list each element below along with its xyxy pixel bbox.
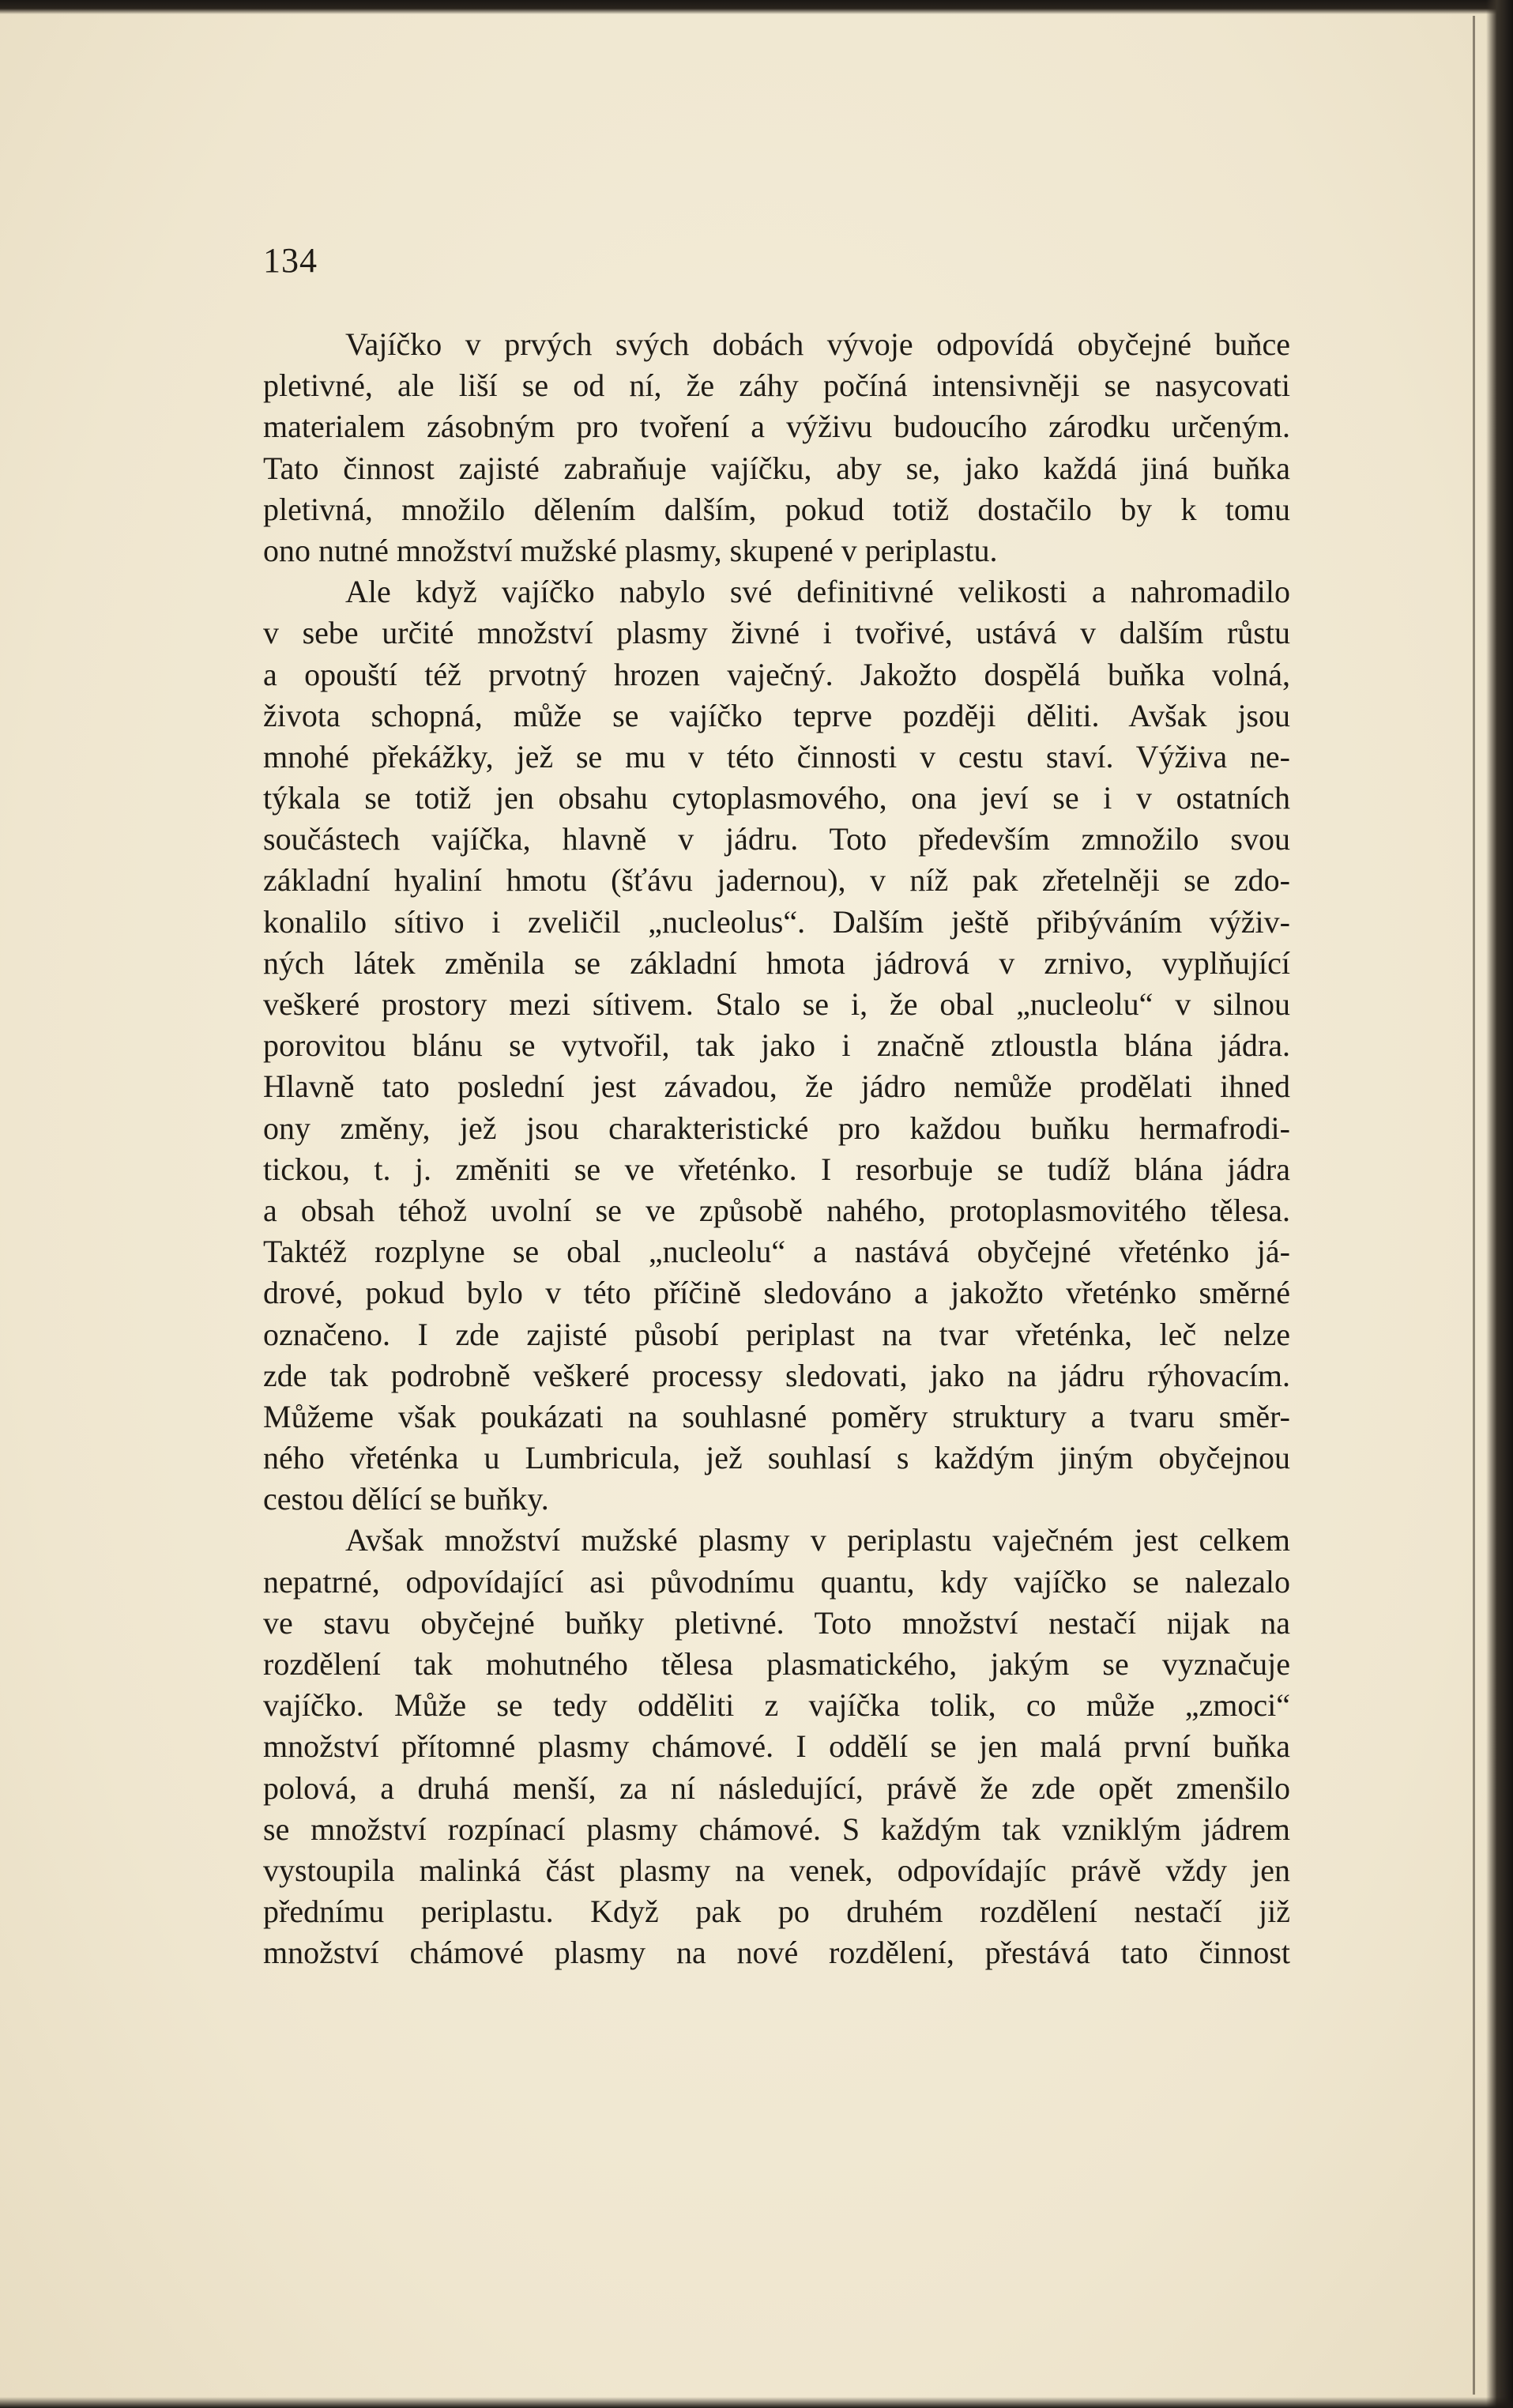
text-line: se množství rozpínací plasmy chámové. S každým tak vzniklým jádrem <box>263 1811 1290 1847</box>
paragraph-3 <box>263 1520 1290 1973</box>
scan-binding-line <box>1473 16 1475 2395</box>
text-line: součástech vajíčka, hlavně v jádru. Toto především zmnožilo svou <box>263 821 1290 857</box>
text-line: tickou, t. j. změniti se ve vřeténko. I resorbuje se tudíž blána jádra <box>263 1151 1290 1187</box>
text-line: rozdělení tak mohutného tělesa plasmatického, jakým se vyznačuje <box>263 1646 1290 1682</box>
text-line: přednímu periplastu. Když pak po druhém rozdělení nestačí již <box>263 1894 1290 1930</box>
text-line: Ale když vajíčko nabylo své definitivné velikosti a nahromadilo <box>345 574 1290 610</box>
text-line: konalilo sítivo i zveličil „nucleolus“. Dalším ještě přibýváním výživ- <box>263 903 1290 940</box>
text-line: množství chámové plasmy na nové rozdělení, přestává tato činnost <box>263 1935 1290 1971</box>
scan-top-edge <box>0 0 1513 14</box>
paragraph-1 <box>263 324 1290 571</box>
text-line: Vajíčko v prvých svých dobách vývoje odpovídá obyčejné buňce <box>345 326 1290 362</box>
text-line: života schopná, může se vajíčko teprve později děliti. Avšak jsou <box>263 697 1290 733</box>
text-line: Avšak množství mužské plasmy v periplastu vaječném jest celkem <box>345 1522 1290 1558</box>
text-line: ných látek změnila se základní hmota jádrová v zrnivo, vyplňující <box>263 944 1290 981</box>
text-line: drové, pokud bylo v této příčině sledováno a jakožto vřeténko směrné <box>263 1275 1290 1311</box>
text-line: ve stavu obyčejné buňky pletivné. Toto množství nestačí nijak na <box>263 1604 1290 1641</box>
paragraph-2 <box>263 571 1290 1520</box>
text-line: veškeré prostory mezi sítivem. Stalo se i, že obal „nucleolu“ v silnou <box>263 986 1290 1022</box>
text-line: Tato činnost zajisté zabraňuje vajíčku, aby se, jako každá jiná buňka <box>263 450 1290 486</box>
text-line: zde tak podrobně veškeré processy sledovati, jako na jádru rýhovacím. <box>263 1357 1290 1393</box>
text-line: mnohé překážky, jež se mu v této činnosti v cestu staví. Výživa ne- <box>263 738 1290 774</box>
text-line: Hlavně tato poslední jest závadou, že jádro nemůže prodělati ihned <box>263 1068 1290 1105</box>
text-line: a obsah téhož uvolní se ve způsobě nahého, protoplasmovitého tělesa. <box>263 1192 1290 1228</box>
text-line: vajíčko. Může se tedy odděliti z vajíčka tolik, co může „zmoci“ <box>263 1687 1290 1724</box>
text-line: nepatrné, odpovídající asi původnímu quantu, kdy vajíčko se nalezalo <box>263 1563 1290 1600</box>
text-line: ony změny, jež jsou charakteristické pro každou buňku hermafrodi- <box>263 1110 1290 1146</box>
text-line: vystoupila malinká část plasmy na venek, odpovídajíc právě vždy jen <box>263 1852 1290 1888</box>
text-line: označeno. I zde zajisté působí periplast na tvar vřeténka, leč nelze <box>263 1316 1290 1352</box>
text-line: a opouští též prvotný hrozen vaječný. Jakožto dospělá buňka volná, <box>263 656 1290 692</box>
text-line: Můžeme však poukázati na souhlasné poměry struktury a tvaru směr- <box>263 1398 1290 1434</box>
text-line: ono nutné množství mužské plasmy, skupené v periplastu. <box>263 532 998 568</box>
text-line: polová, a druhá menší, za ní následující, právě že zde opět zmenšilo <box>263 1769 1290 1806</box>
body-text <box>263 324 1290 1974</box>
text-line: materialem zásobným pro tvoření a výživu budoucího zárodku určeným. <box>263 409 1290 445</box>
text-line: množství přítomné plasmy chámové. I oddělí se jen malá první buňka <box>263 1728 1290 1765</box>
text-line: základní hyaliní hmotu (šťávu jadernou), v níž pak zřetelněji se zdo- <box>263 862 1290 899</box>
scan-right-edge <box>1486 0 1513 2408</box>
text-line: týkala se totiž jen obsahu cytoplasmového, ona jeví se i v ostatních <box>263 780 1290 816</box>
text-line: ného vřeténka u Lumbricula, jež souhlasí s každým jiným obyčejnou <box>263 1440 1290 1476</box>
scan-bottom-edge <box>0 2397 1513 2408</box>
page-number: 134 <box>263 241 318 280</box>
text-line: v sebe určité množství plasmy živné i tvořivé, ustává v dalším růstu <box>263 615 1290 651</box>
text-line: Taktéž rozplyne se obal „nucleolu“ a nastává obyčejné vřeténko já- <box>263 1234 1290 1270</box>
text-line: porovitou blánu se vytvořil, tak jako i značně ztloustla blána jádra. <box>263 1027 1290 1064</box>
text-line: cestou dělící se buňky. <box>263 1481 549 1517</box>
text-line: pletivná, množilo dělením dalším, pokud totiž dostačilo by k tomu <box>263 491 1290 527</box>
text-line: pletivné, ale liší se od ní, že záhy počíná intensivněji se nasycovati <box>263 367 1290 404</box>
